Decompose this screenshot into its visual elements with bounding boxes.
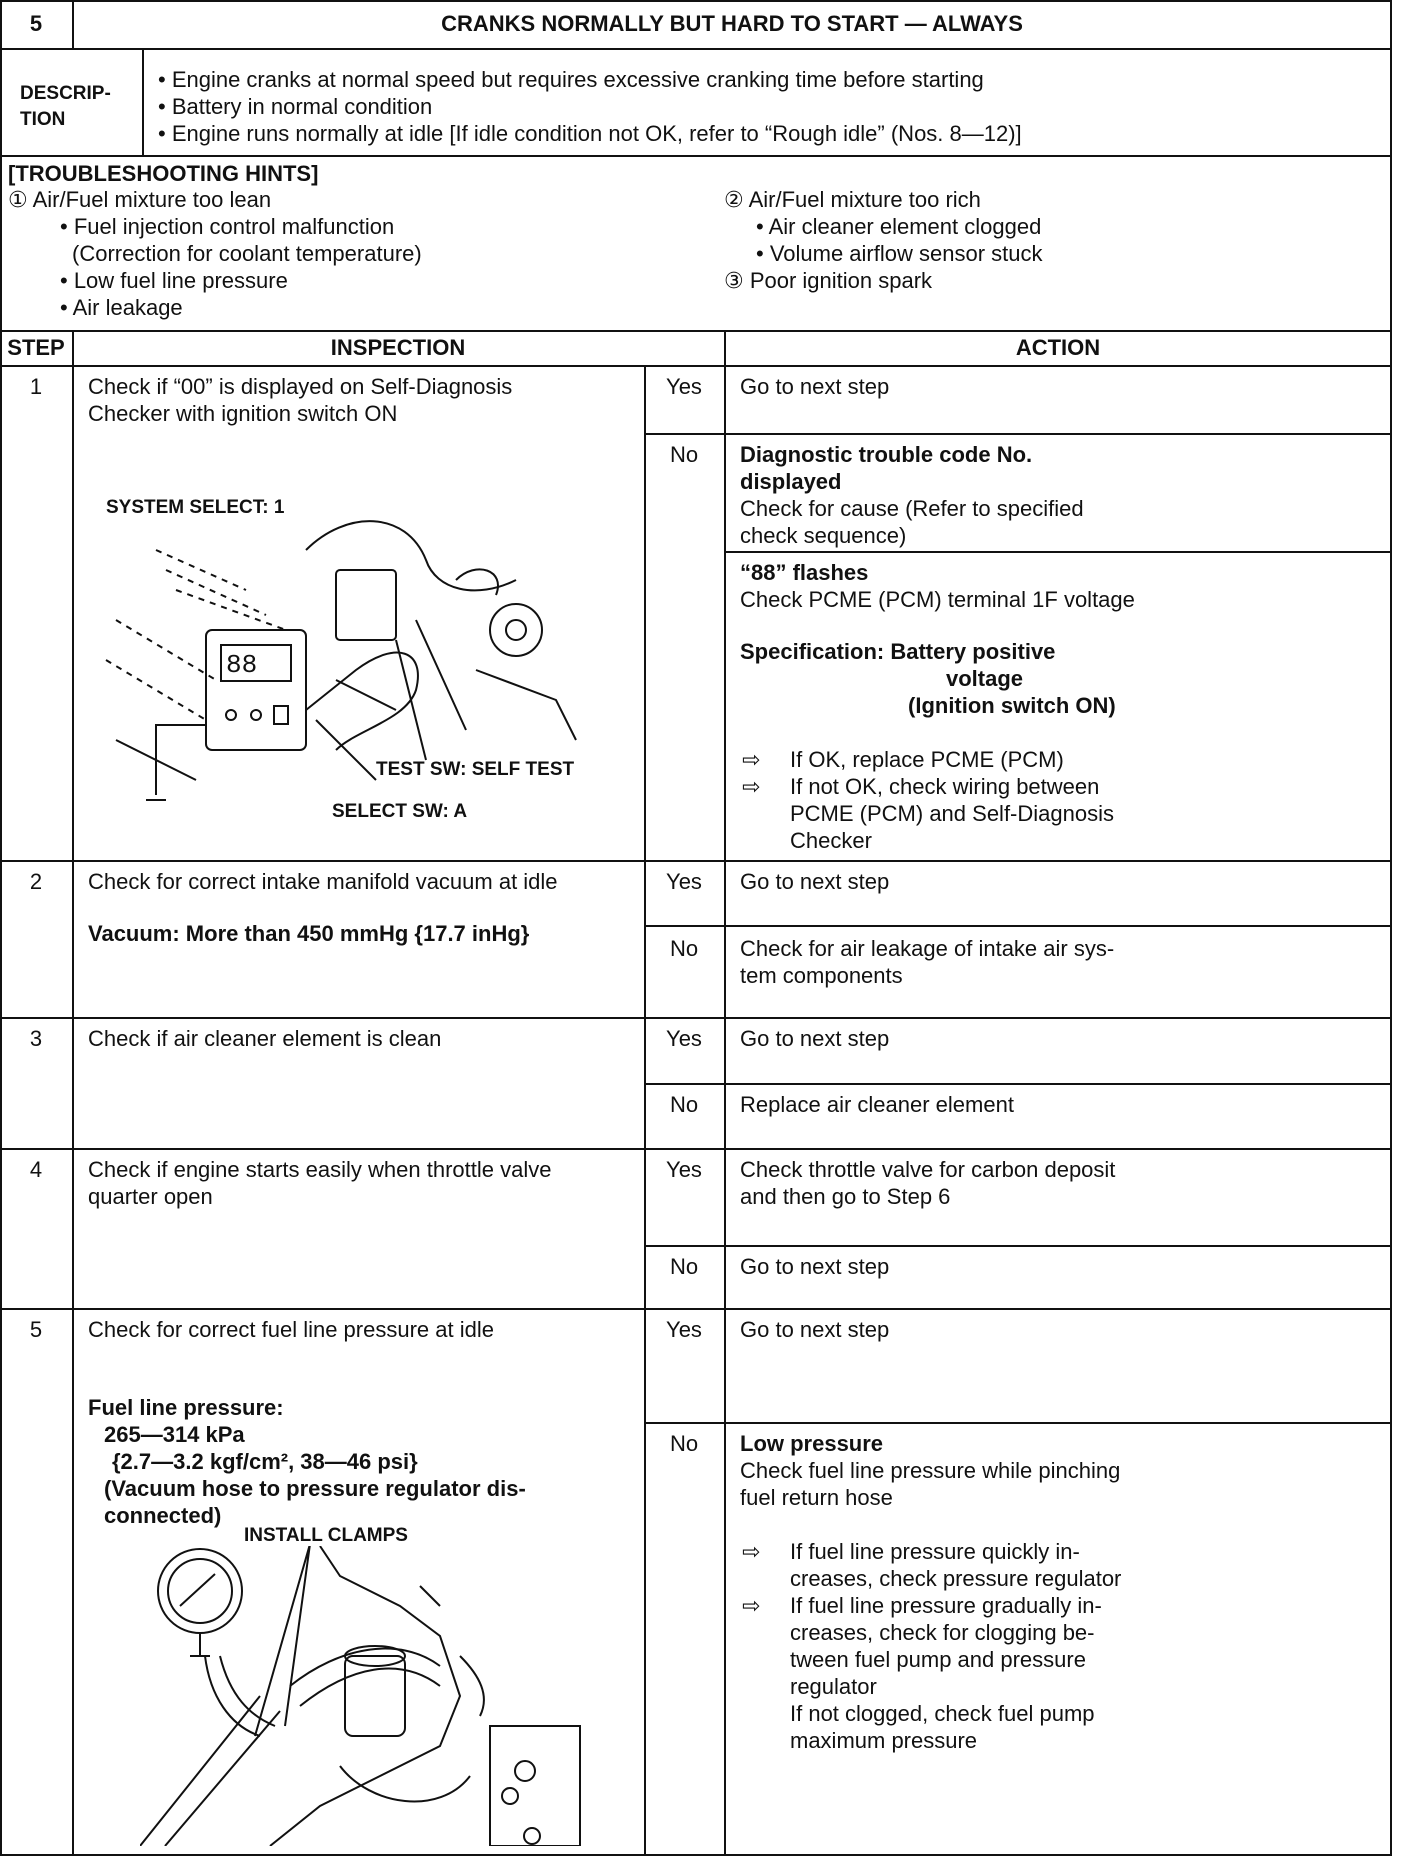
no-action-text: Check for cause (Refer to specified <box>740 496 1084 521</box>
rule <box>644 1083 1392 1085</box>
yes-label: Yes <box>666 1317 702 1342</box>
no-label: No <box>669 1254 699 1279</box>
no-action-text: Check fuel line pressure while pinching <box>740 1458 1121 1483</box>
action-arrow-text: If not clogged, check fuel pump <box>790 1701 1095 1726</box>
hint-item: (Correction for coolant temperature) <box>72 241 422 266</box>
spec-value: (Ignition switch ON) <box>908 693 1116 718</box>
description-item: • Engine cranks at normal speed but requires excessive cranking time before starting <box>158 67 984 92</box>
hint-item: ① Air/Fuel mixture too lean <box>8 187 272 212</box>
rule <box>724 551 1392 553</box>
no-label: No <box>669 442 699 467</box>
yes-action: Go to next step <box>740 374 890 399</box>
rule <box>644 1245 1392 1247</box>
rule <box>0 1308 1392 1310</box>
action-arrow-text: Checker <box>790 828 872 853</box>
step-spec: connected) <box>104 1503 222 1528</box>
no-action-heading: Diagnostic trouble code No. <box>740 442 1033 467</box>
no-action-heading: Low pressure <box>740 1431 884 1456</box>
step-spec: Fuel line pressure: <box>88 1395 284 1420</box>
description-label: DESCRIP- <box>20 83 111 104</box>
step-spec: 265—314 kPa <box>104 1422 245 1447</box>
hint-item: • Low fuel line pressure <box>60 268 288 293</box>
no-action: Go to next step <box>740 1254 890 1279</box>
figure-label: SYSTEM SELECT: 1 <box>106 497 285 518</box>
rule <box>0 860 1392 862</box>
step-inspection: Check for correct intake manifold vacuum at idle <box>88 869 558 894</box>
rule <box>72 330 74 1856</box>
rule <box>142 48 144 155</box>
step-spec: {2.7—3.2 kgf/cm², 38—46 psi} <box>112 1449 418 1474</box>
step-inspection: quarter open <box>88 1184 213 1209</box>
yes-action: Go to next step <box>740 1026 890 1051</box>
step-spec: Vacuum: More than 450 mmHg {17.7 inHg} <box>88 921 530 946</box>
step-inspection: Check if air cleaner element is clean <box>88 1026 442 1051</box>
action-arrow-text: PCME (PCM) and Self-Diagnosis <box>790 801 1114 826</box>
no-action-text: fuel return hose <box>740 1485 893 1510</box>
step-number: 3 <box>29 1026 43 1051</box>
yes-label: Yes <box>666 1157 702 1182</box>
rule <box>644 433 1392 435</box>
yes-label: Yes <box>666 374 702 399</box>
hint-item: • Air cleaner element clogged <box>756 214 1042 239</box>
rule <box>0 155 1392 157</box>
action-arrow-text: tween fuel pump and pressure <box>790 1647 1086 1672</box>
action-arrow-text: regulator <box>790 1674 877 1699</box>
page-title: CRANKS NORMALLY BUT HARD TO START — ALWAYS <box>441 11 1023 36</box>
hint-item: ② Air/Fuel mixture too rich <box>724 187 981 212</box>
step-number: 5 <box>29 1317 43 1342</box>
section-number: 5 <box>29 11 43 36</box>
hint-item: ③ Poor ignition spark <box>724 268 933 293</box>
step-number: 2 <box>29 869 43 894</box>
no-action-text: Check PCME (PCM) terminal 1F voltage <box>740 587 1135 612</box>
rule <box>0 365 1392 367</box>
figure-label: SELECT SW: A <box>332 801 468 822</box>
description-item: • Battery in normal condition <box>158 94 433 119</box>
step-inspection: Check if engine starts easily when throttle valve <box>88 1157 552 1182</box>
rule <box>724 330 726 1856</box>
figure-label: INSTALL CLAMPS <box>244 1525 408 1546</box>
action-arrow-text: maximum pressure <box>790 1728 978 1753</box>
step-number: 4 <box>29 1157 43 1182</box>
description-item: • Engine runs normally at idle [If idle condition not OK, refer to “Rough idle” (Nos. 8—12)] <box>158 121 1022 146</box>
rule <box>0 1017 1392 1019</box>
hints-title: [TROUBLESHOOTING HINTS] <box>8 161 319 186</box>
arrow-icon: ⇨ <box>742 747 761 772</box>
step-inspection: Checker with ignition switch ON <box>88 401 398 426</box>
fuel-pressure-gauge-illustration <box>140 1546 590 1846</box>
yes-label: Yes <box>666 1026 702 1051</box>
arrow-icon: ⇨ <box>742 1539 761 1564</box>
yes-action: and then go to Step 6 <box>740 1184 951 1209</box>
step-inspection: Check if “00” is displayed on Self-Diagnosis <box>88 374 513 399</box>
yes-action: Go to next step <box>740 869 890 894</box>
spec-value: voltage <box>946 666 1024 691</box>
hint-item: • Fuel injection control malfunction <box>60 214 395 239</box>
description-label: TION <box>20 109 66 130</box>
column-header-step: STEP <box>7 335 65 360</box>
no-action: Replace air cleaner element <box>740 1092 1014 1117</box>
no-action: tem components <box>740 963 903 988</box>
no-label: No <box>669 1092 699 1117</box>
hint-item: • Volume airflow sensor stuck <box>756 241 1043 266</box>
rule <box>0 48 1392 50</box>
arrow-icon: ⇨ <box>742 774 761 799</box>
no-label: No <box>669 936 699 961</box>
action-arrow-text: If fuel line pressure quickly in- <box>790 1539 1080 1564</box>
action-arrow-text: creases, check for clogging be- <box>790 1620 1095 1645</box>
figure-label: TEST SW: SELF TEST <box>376 759 575 780</box>
action-arrow-text: If fuel line pressure gradually in- <box>790 1593 1102 1618</box>
rule <box>644 925 1392 927</box>
action-arrow-text: creases, check pressure regulator <box>790 1566 1122 1591</box>
action-arrow-text: If not OK, check wiring between <box>790 774 1100 799</box>
hint-item: • Air leakage <box>60 295 183 320</box>
no-action-heading: displayed <box>740 469 842 494</box>
no-label: No <box>669 1431 699 1456</box>
step-spec: (Vacuum hose to pressure regulator dis- <box>104 1476 526 1501</box>
step-number: 1 <box>29 374 43 399</box>
step-inspection: Check for correct fuel line pressure at idle <box>88 1317 494 1342</box>
rule <box>0 1148 1392 1150</box>
rule <box>644 1422 1392 1424</box>
no-action-text: check sequence) <box>740 523 907 548</box>
action-arrow-text: If OK, replace PCME (PCM) <box>790 747 1064 772</box>
yes-label: Yes <box>666 869 702 894</box>
yes-action: Go to next step <box>740 1317 890 1342</box>
rule <box>0 330 1392 332</box>
column-header-action: ACTION <box>1015 335 1101 360</box>
yes-action: Check throttle valve for carbon deposit <box>740 1157 1116 1182</box>
spec-label: Specification: Battery positive <box>740 639 1056 664</box>
no-action-heading: “88” flashes <box>740 560 869 585</box>
self-diagnosis-checker-illustration <box>96 520 616 820</box>
no-action: Check for air leakage of intake air sys- <box>740 936 1115 961</box>
column-header-inspection: INSPECTION <box>330 335 466 360</box>
checker-display: 88 <box>226 650 258 680</box>
arrow-icon: ⇨ <box>742 1593 761 1618</box>
